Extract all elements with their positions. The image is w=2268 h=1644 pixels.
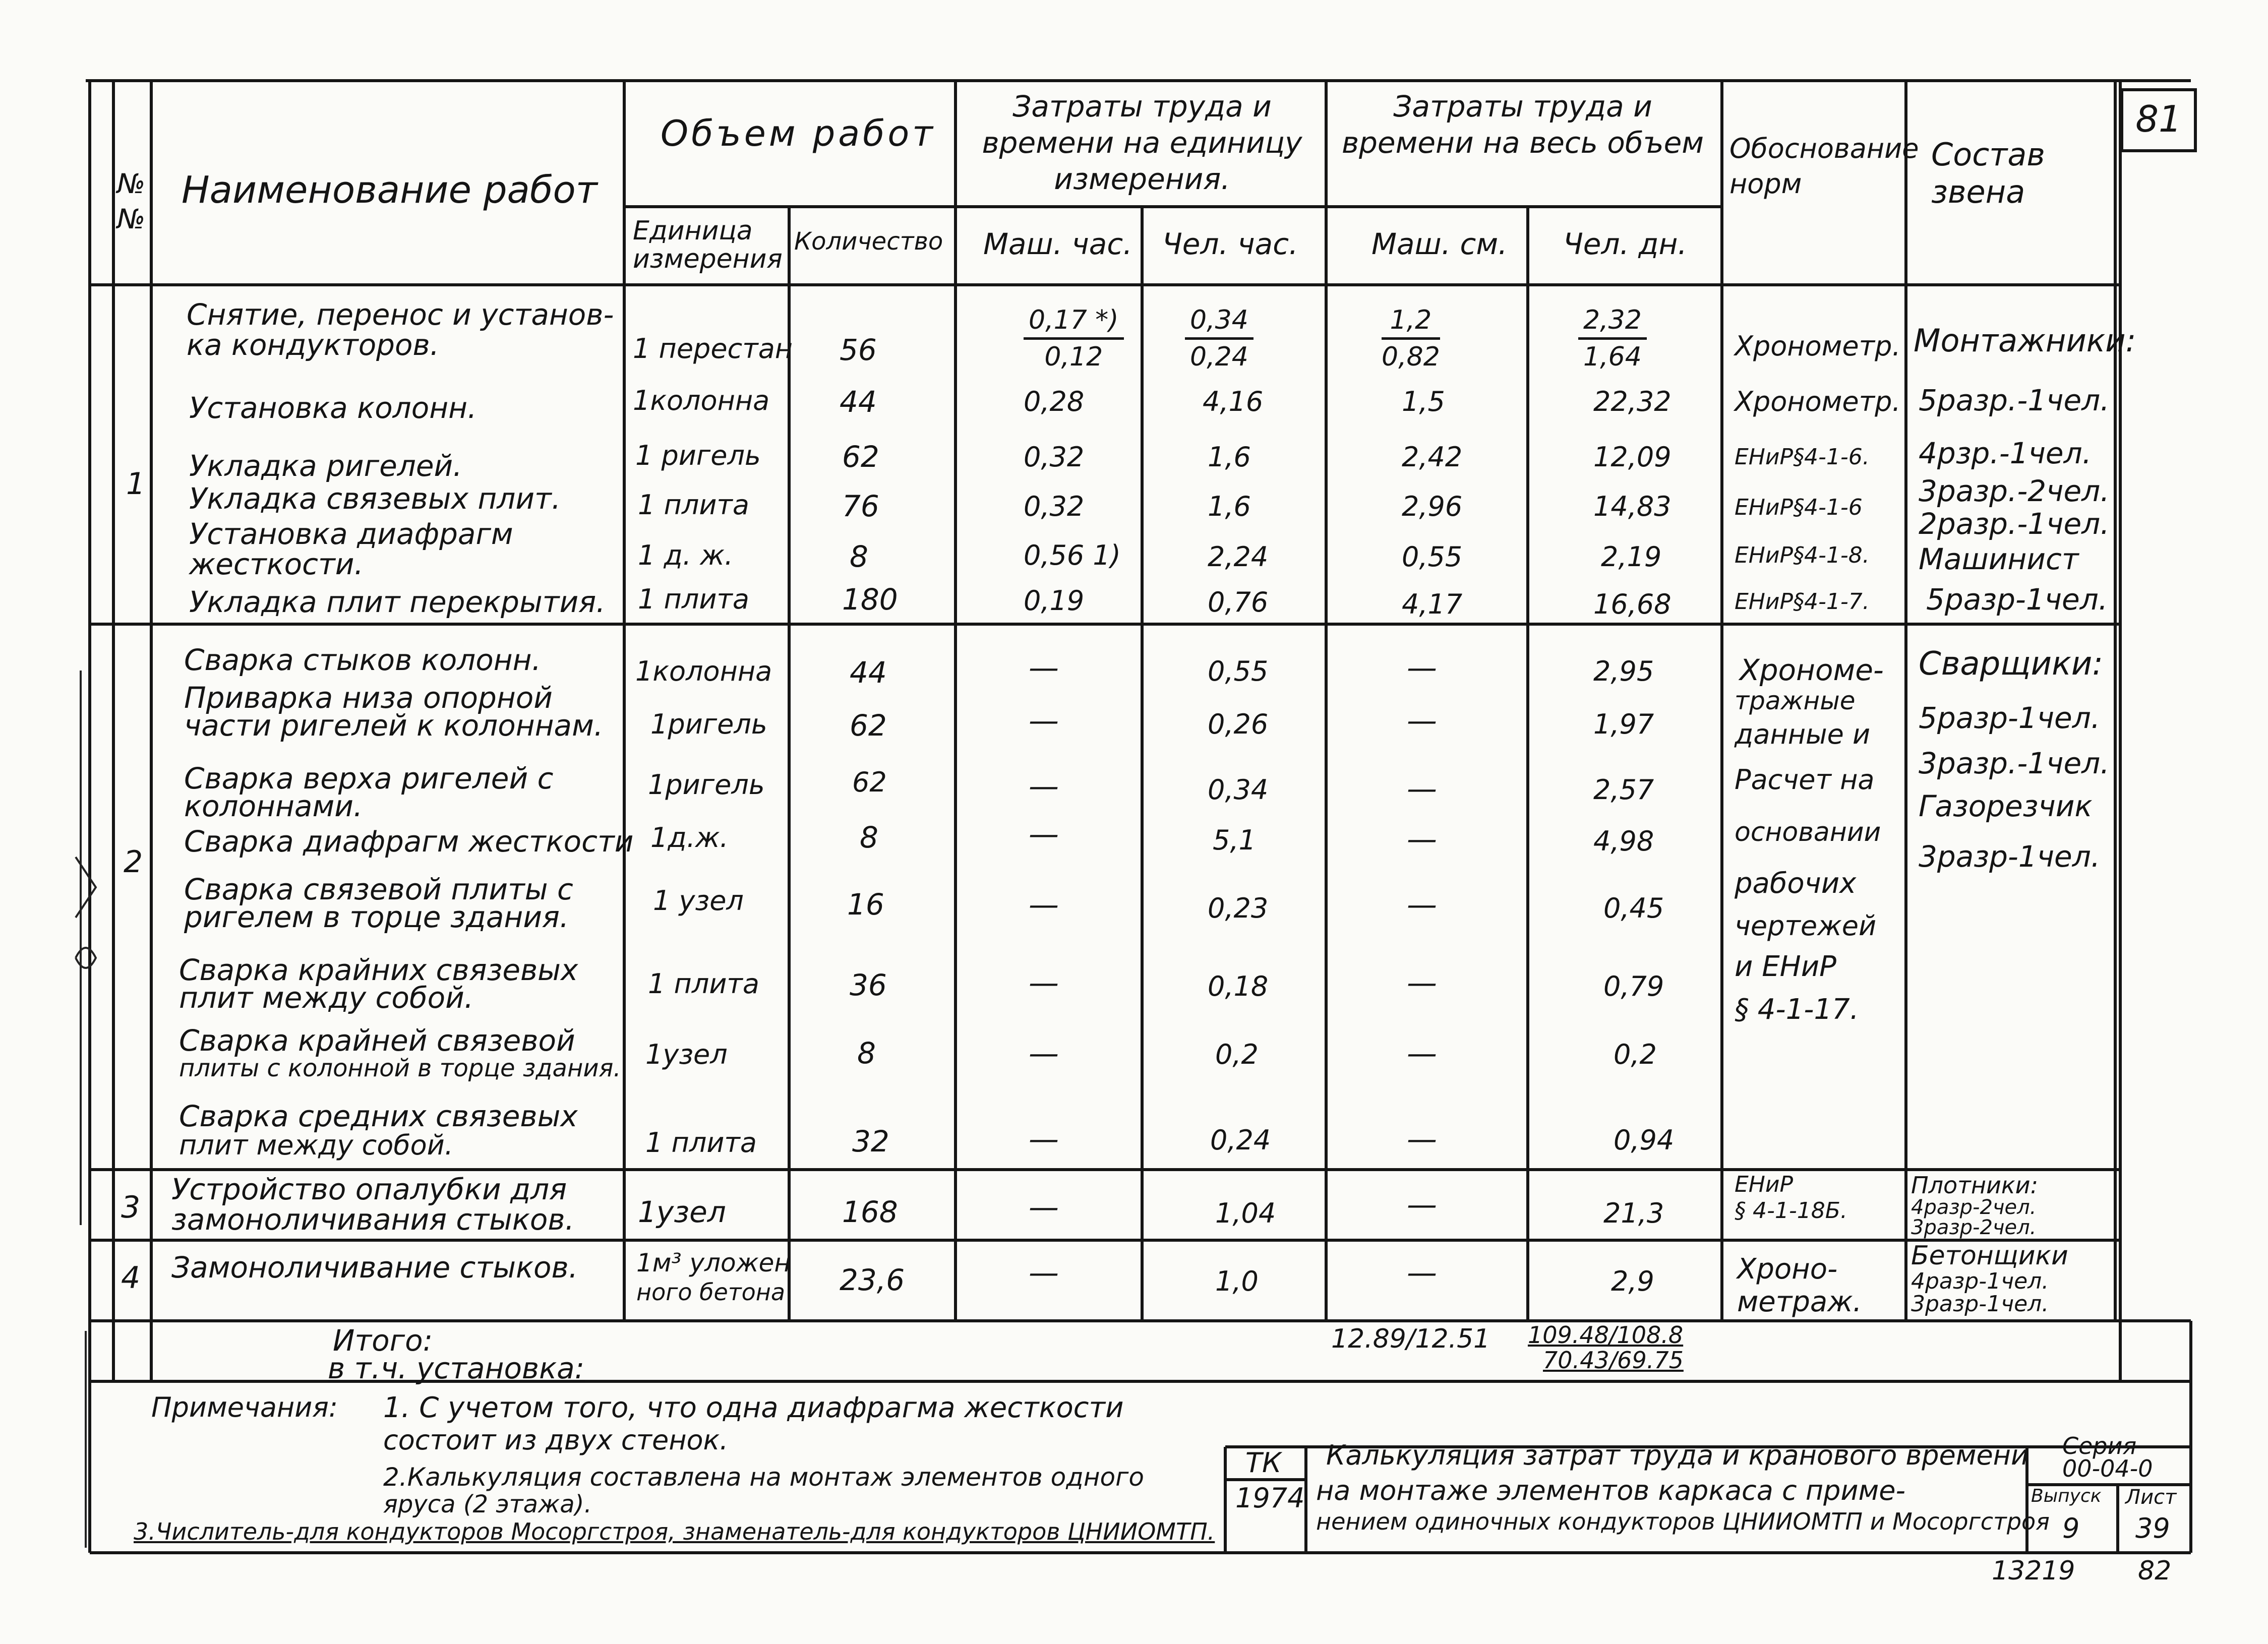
- per-unit-man: 1,04: [1215, 1197, 1276, 1229]
- total-mach: 1,5: [1402, 386, 1445, 417]
- work-name: Укладка плит перекрытия.: [189, 585, 606, 619]
- per-unit-man: 0,18: [1208, 970, 1269, 1002]
- unit: 1узел: [645, 1039, 728, 1070]
- header-volume: Объем работ: [661, 113, 936, 154]
- note-1-cont: состоит из двух стенок.: [383, 1424, 729, 1456]
- quantity: 62: [850, 708, 887, 743]
- total-man: 0,45: [1603, 892, 1664, 924]
- crew-line: 3разр.-2чел.: [1919, 474, 2110, 508]
- note-2: 2.Калькуляция составлена на монтаж элементов одного: [383, 1463, 1144, 1492]
- work-name-cont: колоннами.: [184, 789, 363, 823]
- total-mach-fraction: [1382, 305, 1440, 372]
- per-unit-man: 4,16: [1203, 386, 1264, 417]
- quantity: 16: [847, 887, 884, 922]
- work-name-cont: ка кондукторов.: [187, 328, 440, 362]
- per-unit-man: 0,2: [1215, 1039, 1259, 1070]
- total-man: 2,9: [1611, 1265, 1654, 1297]
- quantity: 62: [852, 766, 887, 798]
- quantity: 23,6: [840, 1263, 905, 1297]
- per-unit-mach: 0,32: [1024, 441, 1085, 473]
- numerator: 0,17 *): [1024, 305, 1124, 340]
- norm-basis: основании: [1735, 817, 1881, 847]
- norm-basis: рабочих: [1735, 867, 1857, 900]
- per-unit-man: 1,6: [1208, 491, 1251, 522]
- norm-basis: ЕНиР§4-1-7.: [1735, 589, 1870, 615]
- denominator: 0,82: [1382, 342, 1440, 372]
- stamp-sheet: 39: [2135, 1512, 2170, 1544]
- note-2-cont: яруса (2 этажа).: [383, 1490, 592, 1518]
- per-unit-mach: —: [1029, 1255, 1059, 1291]
- totals-total-mach: 12.89/12.51: [1331, 1324, 1490, 1354]
- work-name: Сварка крайней связевой: [179, 1023, 575, 1058]
- header-per-unit: Затраты труда и времени на единицу измерения.: [982, 89, 1302, 196]
- total-man: 2,19: [1601, 541, 1662, 573]
- header-per-unit-man: Чел. час.: [1162, 227, 1298, 261]
- unit: 1 плита: [648, 968, 759, 1000]
- work-name: Снятие, перенос и установ-: [187, 297, 614, 332]
- work-name: Устройство опалубки для: [171, 1172, 567, 1206]
- header-name: Наименование работ: [182, 168, 598, 212]
- crew-title: Бетонщики: [1911, 1241, 2068, 1271]
- per-unit-mach-fraction: [1024, 305, 1124, 372]
- header-quantity: Количество: [794, 227, 943, 256]
- header-total-mach: Маш. см.: [1371, 227, 1508, 261]
- total-mach: 4,17: [1402, 588, 1463, 620]
- norm-basis: § 4-1-18Б.: [1735, 1198, 1847, 1224]
- header-basis: Обоснование норм: [1729, 133, 1919, 200]
- crew-line: 5разр-1чел.: [1919, 701, 2101, 735]
- crew-line: Машинист: [1919, 542, 2079, 576]
- work-name-cont: замоноличивания стыков.: [171, 1202, 575, 1237]
- norm-basis: и ЕНиР: [1735, 950, 1836, 983]
- crew-line: 5разр.-1чел.: [1919, 383, 2110, 417]
- notes-label: Примечания:: [151, 1391, 338, 1423]
- per-unit-man: 5,1: [1213, 824, 1256, 856]
- crew-line: 3разр-2чел.: [1911, 1216, 2037, 1239]
- per-unit-man: 1,0: [1215, 1265, 1259, 1297]
- work-name: Сварка средних связевых: [179, 1099, 578, 1133]
- total-mach: —: [1407, 1255, 1437, 1291]
- total-man: 14,83: [1593, 491, 1672, 522]
- work-name: Установка колонн.: [189, 391, 477, 425]
- unit: 1 узел: [653, 885, 744, 917]
- total-mach: —: [1407, 771, 1437, 807]
- per-unit-mach: —: [1029, 1122, 1059, 1157]
- total-mach: —: [1407, 1122, 1437, 1157]
- note-3: 3.Числитель-для кондукторов Мосоргстроя, знаменатель-для кондукторов ЦНИИОМТП.: [134, 1518, 1215, 1545]
- norm-basis: ЕНиР§4-1-8.: [1735, 542, 1870, 568]
- norm-basis: Хроно-: [1737, 1253, 1838, 1286]
- work-name: Сварка связевой плиты с: [184, 872, 573, 906]
- per-unit-man: 0,24: [1210, 1124, 1271, 1156]
- total-man: 21,3: [1603, 1197, 1664, 1229]
- footer-page: 82: [2138, 1556, 2172, 1586]
- per-unit-mach: 0,56 1): [1024, 539, 1121, 571]
- per-unit-man-fraction: [1185, 305, 1254, 372]
- norm-basis: ЕНиР: [1735, 1172, 1794, 1197]
- unit: 1 плита: [638, 583, 749, 615]
- stamp-title: Калькуляция затрат труда и кранового времени: [1326, 1439, 2029, 1471]
- unit: 1колонна: [635, 655, 772, 687]
- crew-line: 4разр-1чел.: [1911, 1268, 2049, 1294]
- crew-line: 4рзр.-1чел.: [1919, 436, 2092, 470]
- unit: 1ригель: [650, 708, 767, 740]
- denominator: 1,64: [1583, 342, 1642, 372]
- unit: 1 перестан: [633, 333, 793, 364]
- quantity: 8: [860, 820, 878, 855]
- work-name-cont: плиты с колонной в торце здания.: [179, 1054, 621, 1082]
- norm-basis: данные и: [1735, 718, 1871, 750]
- per-unit-man: 0,55: [1208, 655, 1269, 687]
- unit: 1узел: [638, 1195, 726, 1229]
- unit: 1 д. ж.: [638, 539, 733, 571]
- crew-title: Монтажники:: [1914, 322, 2136, 359]
- work-name-cont: ригелем в торце здания.: [184, 900, 569, 934]
- work-name: Замоноличивание стыков.: [171, 1250, 578, 1285]
- total-mach: —: [1407, 887, 1437, 923]
- per-unit-man: 0,76: [1208, 586, 1269, 618]
- work-name: Сварка верха ригелей с: [184, 761, 554, 796]
- stamp-issue: 9: [2062, 1512, 2080, 1544]
- total-man: 12,09: [1593, 441, 1672, 473]
- per-unit-mach: —: [1029, 703, 1059, 739]
- header-per-unit-mach: Маш. час.: [983, 227, 1132, 261]
- totals-total-man: 109.48/108.8: [1528, 1321, 1684, 1349]
- norm-basis: метраж.: [1737, 1286, 1862, 1318]
- stamp-tk: ТК: [1245, 1447, 1282, 1479]
- per-unit-mach: —: [1029, 817, 1059, 852]
- norm-basis: ЕНиР§4-1-6.: [1735, 444, 1870, 470]
- work-name: Сварка крайних связевых: [179, 953, 578, 987]
- per-unit-man: 2,24: [1208, 541, 1269, 573]
- header-total: Затраты труда и времени на весь объем: [1341, 89, 1704, 160]
- per-unit-mach: 0,19: [1024, 585, 1085, 617]
- crew-line: 3разр.-1чел.: [1919, 746, 2110, 780]
- footer-code: 13219: [1992, 1556, 2075, 1586]
- group-number: 2: [124, 844, 143, 880]
- denominator: 0,12: [1044, 342, 1103, 372]
- work-name: Укладка ригелей.: [189, 449, 462, 483]
- header-num: № №: [117, 168, 146, 235]
- numerator: 0,34: [1185, 305, 1254, 340]
- crew-title: Плотники:: [1911, 1172, 2039, 1199]
- total-man-fraction: [1578, 305, 1647, 372]
- per-unit-mach: —: [1029, 887, 1059, 923]
- total-man: 4,98: [1593, 825, 1654, 857]
- quantity: 180: [842, 582, 898, 617]
- total-mach: 0,55: [1402, 541, 1463, 573]
- crew-line: 2разр.-1чел.: [1919, 507, 2110, 541]
- note-1: 1. С учетом того, что одна диафрагма жесткости: [383, 1391, 1124, 1424]
- norm-basis: ЕНиР§4-1-6: [1735, 495, 1863, 520]
- quantity: 62: [842, 440, 879, 474]
- unit: ного бетона: [636, 1278, 786, 1306]
- total-man: 16,68: [1593, 588, 1672, 620]
- stamp-title-cont: нением одиночных кондукторов ЦНИИОМТП и Мосоргстроя: [1316, 1508, 2050, 1535]
- stamp-year: 1974: [1235, 1482, 1305, 1514]
- denominator: 0,24: [1190, 342, 1248, 372]
- quantity: 36: [850, 968, 887, 1002]
- work-name-cont: жесткости.: [189, 547, 364, 581]
- quantity: 44: [840, 385, 877, 419]
- header-unit: Единица измерения: [633, 216, 783, 274]
- group-number: 3: [121, 1190, 141, 1225]
- total-man: 0,2: [1614, 1039, 1657, 1070]
- norm-basis: Хронометр.: [1735, 386, 1901, 417]
- unit: 1 плита: [638, 489, 749, 521]
- work-name: Сварка стыков колонн.: [184, 643, 542, 677]
- unit: 1д.ж.: [650, 822, 729, 854]
- quantity: 32: [852, 1124, 889, 1159]
- per-unit-man: 0,23: [1208, 892, 1269, 924]
- quantity: 8: [857, 1036, 876, 1070]
- group-number: 1: [126, 466, 146, 502]
- total-mach: 2,96: [1402, 491, 1463, 522]
- total-mach: —: [1407, 822, 1437, 857]
- total-mach: —: [1407, 703, 1437, 739]
- total-mach: —: [1407, 1187, 1437, 1223]
- norm-basis: Хрономе-: [1740, 653, 1884, 687]
- unit: 1 плита: [645, 1127, 757, 1159]
- work-name: Приварка низа опорной: [184, 681, 553, 715]
- stamp-title-cont: на монтаже элементов каркаса с приме-: [1316, 1475, 1905, 1506]
- per-unit-mach: —: [1029, 769, 1059, 804]
- work-name: Установка диафрагм: [189, 517, 513, 551]
- crew-line: 3разр-1чел.: [1919, 839, 2101, 874]
- norm-basis: тражные: [1735, 686, 1856, 715]
- totals-total-man-installation: 70.43/69.75: [1543, 1347, 1684, 1374]
- numerator: 2,32: [1578, 305, 1647, 340]
- crew-line: 3разр-1чел.: [1911, 1291, 2049, 1317]
- stamp-series-label: Серия: [2062, 1432, 2137, 1459]
- numerator: 1,2: [1382, 305, 1440, 340]
- unit: 1м³ уложен: [636, 1248, 791, 1277]
- per-unit-mach: —: [1029, 650, 1059, 686]
- quantity: 168: [842, 1195, 898, 1229]
- header-crew: Состав звена: [1931, 136, 2045, 210]
- per-unit-mach: —: [1029, 1036, 1059, 1071]
- total-mach: —: [1407, 1036, 1437, 1071]
- stamp-series: 00-04-0: [2062, 1455, 2153, 1482]
- totals-sublabel: в т.ч. установка:: [328, 1351, 585, 1385]
- header-total-man: Чел. дн.: [1563, 227, 1687, 261]
- crew-line: 4разр-2чел.: [1911, 1196, 2037, 1219]
- total-man: 0,94: [1614, 1124, 1675, 1156]
- quantity: 8: [850, 539, 868, 574]
- quantity: 56: [840, 333, 877, 367]
- total-mach: —: [1407, 650, 1437, 686]
- per-unit-man: 0,34: [1208, 774, 1269, 806]
- per-unit-man: 0,26: [1208, 708, 1269, 740]
- per-unit-mach: —: [1029, 1190, 1059, 1225]
- norm-basis: чертежей: [1735, 910, 1877, 942]
- totals-label: Итого:: [333, 1323, 433, 1358]
- quantity: 76: [842, 489, 879, 523]
- stamp-issue-label: Выпуск: [2031, 1486, 2102, 1506]
- norm-basis: § 4-1-17.: [1735, 993, 1859, 1026]
- crew-line: 5разр-1чел.: [1926, 582, 2108, 617]
- norm-basis: Расчет на: [1735, 764, 1875, 796]
- work-name: Сварка диафрагм жесткости: [184, 824, 634, 859]
- group-number: 4: [121, 1260, 141, 1296]
- work-name-cont: плит между собой.: [179, 1129, 453, 1161]
- work-name: Укладка связевых плит.: [189, 481, 561, 516]
- per-unit-mach: 0,28: [1024, 386, 1085, 417]
- crew-title: Сварщики:: [1919, 645, 2103, 683]
- per-unit-man: 1,6: [1208, 441, 1251, 473]
- total-man: 2,95: [1593, 655, 1654, 687]
- work-name-cont: плит между собой.: [179, 981, 474, 1015]
- quantity: 44: [850, 655, 887, 690]
- total-man: 1,97: [1593, 708, 1654, 740]
- unit: 1 ригель: [635, 440, 761, 471]
- total-man: 2,57: [1593, 774, 1654, 806]
- unit: 1колонна: [633, 385, 770, 416]
- stamp-sheet-label: Лист: [2125, 1486, 2177, 1509]
- per-unit-mach: —: [1029, 965, 1059, 1001]
- unit: 1ригель: [648, 769, 765, 801]
- total-mach: —: [1407, 965, 1437, 1001]
- page-number: 81: [2120, 88, 2197, 152]
- crew-line: Газорезчик: [1919, 789, 2093, 823]
- norm-basis: Хронометр.: [1735, 330, 1901, 362]
- total-man: 22,32: [1593, 386, 1672, 417]
- per-unit-mach: 0,32: [1024, 491, 1085, 522]
- total-mach: 2,42: [1402, 441, 1463, 473]
- total-man: 0,79: [1603, 970, 1664, 1002]
- work-name-cont: части ригелей к колоннам.: [184, 708, 604, 743]
